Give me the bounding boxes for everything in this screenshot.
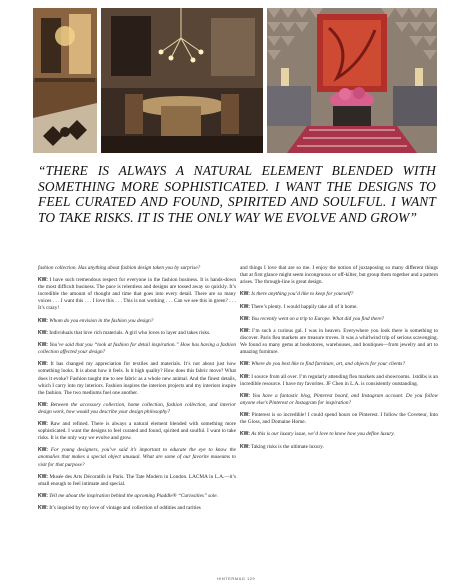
speaker-label: KW:	[240, 303, 250, 310]
speaker-label: KW:	[240, 328, 250, 335]
speaker-label: KW:	[240, 431, 250, 438]
answer: and things I love that are so me. I enjoy the notion of juxtaposing so many different things that at first glance might seem incongruous or off-kilter, but group them together and a pattern arises. The through-line is great design.	[240, 265, 438, 286]
speaker-label: KW:	[240, 373, 250, 380]
answer: KW: There’s plenty. I would happily take all of it home.	[240, 303, 358, 310]
speaker-label: KW:	[240, 412, 250, 419]
question: fashion collection. Has anything about fashion design taken you by surprise?	[38, 265, 201, 271]
speaker-label: KW:	[240, 291, 250, 298]
speaker-label: KW:	[38, 505, 48, 512]
question: KW: Is there anything you’d like to keep for yourself?	[240, 291, 354, 298]
speaker-label: KW:	[38, 277, 48, 284]
speaker-label: KW:	[38, 493, 48, 500]
photo-entry-hall	[33, 8, 97, 153]
speaker-label: KW:	[38, 447, 48, 454]
photo-strip	[33, 8, 437, 153]
speaker-label: KW:	[240, 443, 250, 450]
speaker-label: KW:	[38, 317, 48, 324]
article-column-left	[38, 265, 236, 518]
speaker-label: KW:	[240, 315, 250, 322]
photo-living-room	[267, 8, 437, 153]
answer: KW: Taking risks is the ultimate luxury.	[240, 443, 324, 450]
speaker-label: KW:	[38, 473, 48, 480]
speaker-label: KW:	[240, 392, 250, 399]
answer: KW: I have such tremendous respect for everyone in the fashion business. It is hands-down the most difficult business. The pace is relentless and designs are tossed away so quickly. It’s incredible the amount of thought and time that goes into every detail. There are so many voices . . . I want this . . . I love this . . . This is not working . . . Can we see this in green? . . . It’s crazy!	[38, 277, 236, 312]
question: KW: You recently went on a trip to Europe. What did you find there?	[240, 315, 385, 322]
speaker-label: KW:	[240, 361, 250, 368]
answer: KW: Pinterest is so incredible! I could spend hours on Pinterest. I follow the Coveteur, Into the Gloss, and Domaine Home.	[240, 412, 439, 426]
question: KW: Between the accessory collection, home collection, fashion collection, and interior design work, how would you describe your design philosophy?	[38, 401, 236, 415]
speaker-label: KW:	[38, 329, 48, 336]
answer: KW: It has changed my appreciation for textiles and materials. It’s not about just how something looks. It is about how it feels. Is it high quality? How does this fabric move? What does it evoke? Fashion taught me to see fabric as a whole new animal. And the finest details, which I carry into my interiors. Fashion inspires the interiors projects and my interiors inspire the fashion. The two mediums fuel one another.	[38, 361, 237, 396]
question: KW: You have a fantastic blog, Pinterest board, and Instagram account. Do you follow anyone else’s Pinterest or Instagram for inspiration?	[240, 392, 439, 406]
speaker-label: KW:	[38, 342, 48, 349]
question: KW: Tell me about the inspiration behind the upcoming Piaddle® “Curiosities” sole.	[38, 493, 218, 500]
question: KW: You’ve said that you “look at fashion for detail inspiration.” How has having a fashion collection affected your design?	[38, 342, 237, 356]
answer: KW: Musée des Arts Décoratifs in Paris. The Tate Modern in London. LACMA in L.A.—it’s small enough to feel intimate and special.	[38, 473, 237, 487]
speaker-label: KW:	[38, 361, 48, 368]
article-column-right	[240, 265, 438, 456]
question: KW: As this is our luxury issue, we’d love to know how you define luxury.	[240, 431, 395, 438]
answer: KW: Raw and refined. There is always a natural element blended with something more sophisticated. I want the designs to feel curated and found, spirited and soulful. I want to take risks. It is the only way we evolve and grow.	[38, 421, 237, 442]
answer: KW: It’s inspired by my love of vintage and collection of oddities and rarities	[38, 505, 201, 512]
question: KW: Whom do you envision in the fashion you design?	[38, 317, 154, 324]
answer: KW: I’m such a curious gal. I was in heaven. Everywhere you look there is something to discover. Paris flea markets are treasure troves. It was a whirlwind trip of serious scavenging. We found so many gems at bookstores, warehouses, and boutiques—from jewelry and art to amazing furniture.	[240, 328, 438, 356]
question: KW: For young designers, you’ve said it’s important to educate the eye to know the anomalies that makes a special object unusual. What are some of our favorite museums to visit for that purpose?	[38, 447, 237, 468]
answer: KW: Individuals that love rich materials. A girl who loves to layer and takes risks.	[38, 329, 211, 336]
photo-dining-room	[101, 8, 263, 153]
answer: KW: I source from all over. I’m regularly attending flea markets and showrooms. 1stdibs is an incredible resource. I have my favorites. JF Chen in L.A. is consistently outstanding.	[240, 373, 438, 387]
page-footer: HINTERMAG 129	[216, 576, 256, 581]
pull-quote: “THERE IS ALWAYS A NATURAL ELEMENT BLENDED WITH SOMETHING MORE SOPHISTICATED. I WANT THE DESIGNS TO FEEL CURATED AND FOUND, SPIRITED AND SOULFUL. I WANT TO TAKE RISKS. IT IS THE ONLY WAY WE EVOLVE AND GROW”	[38, 163, 436, 225]
question: KW: Where do you best like to find furniture, art, and objects for your clients?	[240, 361, 405, 368]
speaker-label: KW:	[38, 401, 48, 408]
speaker-label: KW:	[38, 421, 48, 428]
